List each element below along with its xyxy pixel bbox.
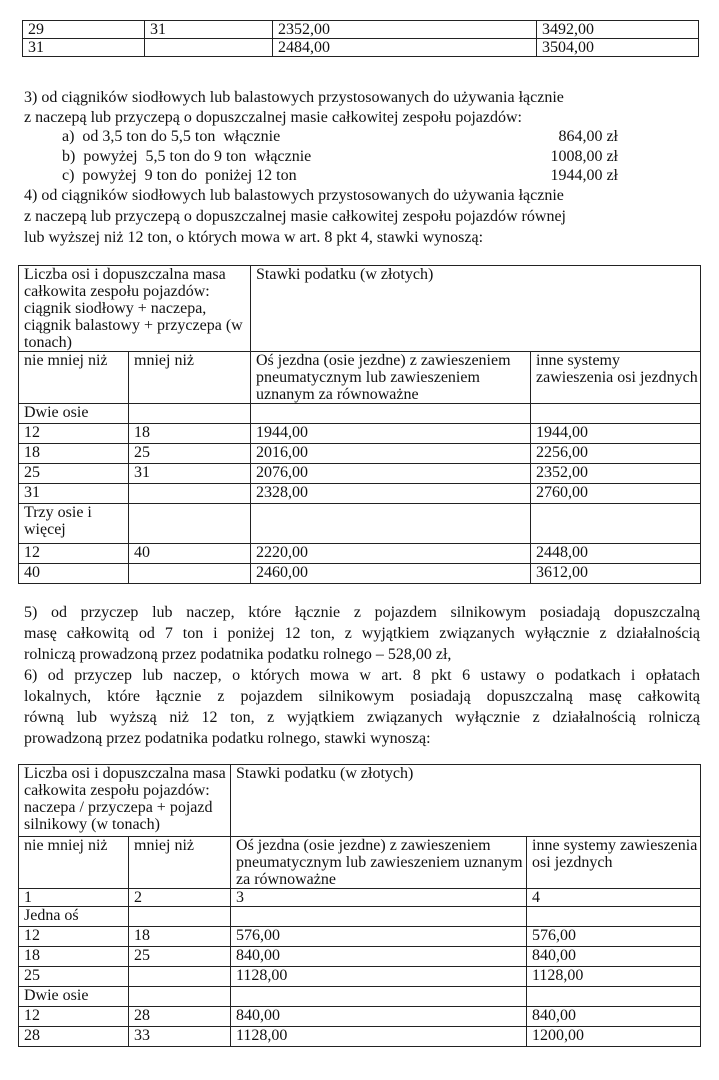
section4-line-1: 4) od ciągników siodłowych lub balastowych przystosowanych do używania łącznie	[24, 187, 564, 204]
col-min-header: nie mniej niż	[19, 837, 129, 889]
group-row	[19, 987, 701, 1007]
section5-line-3: rolniczą prowadzoną przez podatnika podatku rolnego – 528,00 zł,	[24, 646, 452, 663]
table-cell	[145, 39, 273, 57]
table-cell: 31	[19, 484, 129, 504]
table-cell: 1128,00	[231, 1027, 527, 1047]
table-cell	[129, 967, 231, 987]
item-label: b) powyżej 5,5 ton do 9 ton włącznie	[62, 148, 312, 165]
table-header-row	[19, 765, 701, 837]
table-cell: 2448,00	[531, 544, 701, 564]
table-cell: 18	[19, 444, 129, 464]
group-row	[19, 907, 701, 927]
table-cell: 2484,00	[273, 39, 537, 57]
column-number: 3	[231, 889, 527, 907]
table-cell: 28	[129, 1007, 231, 1027]
group-label-line: Trzy osie i	[24, 504, 92, 521]
table-row	[19, 484, 701, 504]
table-cell: 840,00	[527, 947, 701, 967]
table-cell: 2016,00	[251, 444, 531, 464]
section6-line-2: lokalnych, które łącznie z pojazdem silnikowym posiadają dopuszczalną masę całkowitą	[24, 688, 700, 705]
item-label: a) od 3,5 ton do 5,5 ton włącznie	[62, 128, 281, 145]
table-cell: 2328,00	[251, 484, 531, 504]
rates-table-tractors	[18, 265, 701, 584]
table-subheader-row	[19, 352, 701, 404]
table-subheader-row	[19, 837, 701, 889]
col-other-header: inne systemy zawieszenia osi jezdnych	[531, 352, 701, 404]
table-cell: 2352,00	[273, 21, 537, 39]
group-label: Jedna oś	[19, 907, 129, 927]
table-cell: 1944,00	[531, 424, 701, 444]
table-cell: 576,00	[527, 927, 701, 947]
table-cell: 3492,00	[537, 21, 699, 39]
table-row	[19, 1027, 701, 1047]
group-row	[19, 504, 701, 544]
table-cell: 12	[19, 424, 129, 444]
table-cell: 1128,00	[231, 967, 527, 987]
table-cell: 3504,00	[537, 39, 699, 57]
table-row	[19, 1007, 701, 1027]
section5-line-2: masę całkowitą od 7 ton i poniżej 12 ton, z wyjątkiem związanych wyłącznie z działalnością	[24, 625, 700, 642]
table-cell: 2076,00	[251, 464, 531, 484]
table-cell: 2220,00	[251, 544, 531, 564]
table-cell: 1128,00	[527, 967, 701, 987]
table-row	[19, 444, 701, 464]
table-cell: 2460,00	[251, 564, 531, 584]
table-cell: 3612,00	[531, 564, 701, 584]
table-cell: 1944,00	[251, 424, 531, 444]
table-cell: 28	[19, 1027, 129, 1047]
col-max-header: mniej niż	[129, 352, 251, 404]
col-pneumatic-header: Oś jezdna (osie jezdne) z zawieszeniem pneumatycznym lub zawieszeniem uznanym za równoważne	[251, 352, 531, 404]
item-label: c) powyżej 9 ton do poniżej 12 ton	[62, 167, 297, 184]
table-cell: 840,00	[527, 1007, 701, 1027]
table-row	[23, 21, 699, 39]
section6-line-1: 6) od przyczep lub naczep, o których mowa w art. 8 pkt 6 ustawy o podatkach i opłatach	[24, 667, 700, 684]
section3-line-1: 3) od ciągników siodłowych lub balastowych przystosowanych do używania łącznie	[24, 89, 564, 106]
column-number-row	[19, 889, 701, 907]
section3-item-a	[62, 127, 618, 146]
table-cell: 840,00	[231, 1007, 527, 1027]
table-row	[19, 544, 701, 564]
table-cell: 2256,00	[531, 444, 701, 464]
group-label: Dwie osie	[19, 404, 129, 424]
table-cell: 25	[129, 444, 251, 464]
section4-line-2: z naczepą lub przyczepą o dopuszczalnej masie całkowitej zespołu pojazdów równej	[24, 208, 566, 225]
table-row	[19, 947, 701, 967]
header-description: Liczba osi i dopuszczalna masa całkowita zespołu pojazdów: ciągnik siodłowy + naczepa, ciągnik balastowy + przyczepa (w tonach)	[19, 266, 251, 352]
table-cell: 1200,00	[527, 1027, 701, 1047]
table-cell: 12	[19, 544, 129, 564]
rates-table-trailers	[18, 764, 701, 1047]
item-amount: 1944,00 zł	[550, 167, 618, 184]
group-label-line: więcej	[24, 521, 66, 538]
col-pneumatic-header: Oś jezdna (osie jezdne) z zawieszeniem pneumatycznym lub zawieszeniem uznanym za równoważne	[231, 837, 527, 889]
section4-line-3: lub wyższej niż 12 ton, o których mowa w art. 8 pkt 4, stawki wynoszą:	[24, 229, 484, 246]
table-cell: 25	[129, 947, 231, 967]
col-min-header: nie mniej niż	[19, 352, 129, 404]
group-label	[19, 504, 129, 544]
group-label: Dwie osie	[19, 987, 129, 1007]
column-number: 1	[19, 889, 129, 907]
table-cell: 840,00	[231, 947, 527, 967]
group-row	[19, 404, 701, 424]
table-header-row	[19, 266, 701, 352]
table-row	[23, 39, 699, 57]
table-cell: 31	[145, 21, 273, 39]
section3-line-2: z naczepą lub przyczepą o dopuszczalnej masie całkowitej zespołu pojazdów:	[24, 109, 522, 126]
section3-item-c	[62, 166, 618, 185]
column-number: 4	[527, 889, 701, 907]
table-cell: 33	[129, 1027, 231, 1047]
table-cell: 40	[19, 564, 129, 584]
table-cell: 31	[23, 39, 145, 57]
column-number: 2	[129, 889, 231, 907]
table-cell: 31	[129, 464, 251, 484]
table-cell	[129, 484, 251, 504]
section6-line-3: równą lub wyższą niż 12 ton, z wyjątkiem związanych wyłącznie z działalnością rolniczą	[24, 709, 700, 726]
table-cell: 576,00	[231, 927, 527, 947]
header-rates: Stawki podatku (w złotych)	[251, 266, 701, 352]
table-row	[19, 424, 701, 444]
header-rates: Stawki podatku (w złotych)	[231, 765, 701, 837]
table-cell: 40	[129, 544, 251, 564]
table-row	[19, 564, 701, 584]
table-cell: 2760,00	[531, 484, 701, 504]
table-row	[19, 464, 701, 484]
section6-line-4: prowadzoną przez podatnika podatku rolnego, stawki wynoszą:	[24, 730, 431, 747]
table-cell: 12	[19, 927, 129, 947]
table-row	[19, 927, 701, 947]
section5-line-1: 5) od przyczep lub naczep, które łącznie z pojazdem silnikowym posiadają dopuszczalną	[24, 604, 700, 621]
item-amount: 1008,00 zł	[550, 148, 618, 165]
section3-item-b	[62, 147, 618, 166]
header-description: Liczba osi i dopuszczalna masa całkowita zespołu pojazdów: naczepa / przyczepa + pojazd silnikowy (w tonach)	[19, 765, 231, 837]
table-cell: 25	[19, 464, 129, 484]
table-cell: 12	[19, 1007, 129, 1027]
table-cell: 25	[19, 967, 129, 987]
table-cell: 18	[129, 424, 251, 444]
top-table	[22, 20, 699, 57]
item-amount: 864,00 zł	[558, 128, 618, 145]
table-row	[19, 967, 701, 987]
table-cell: 29	[23, 21, 145, 39]
col-max-header: mniej niż	[129, 837, 231, 889]
table-cell: 2352,00	[531, 464, 701, 484]
table-cell	[129, 564, 251, 584]
col-other-header: inne systemy zawieszenia osi jezdnych	[527, 837, 701, 889]
table-cell: 18	[129, 927, 231, 947]
table-cell: 18	[19, 947, 129, 967]
